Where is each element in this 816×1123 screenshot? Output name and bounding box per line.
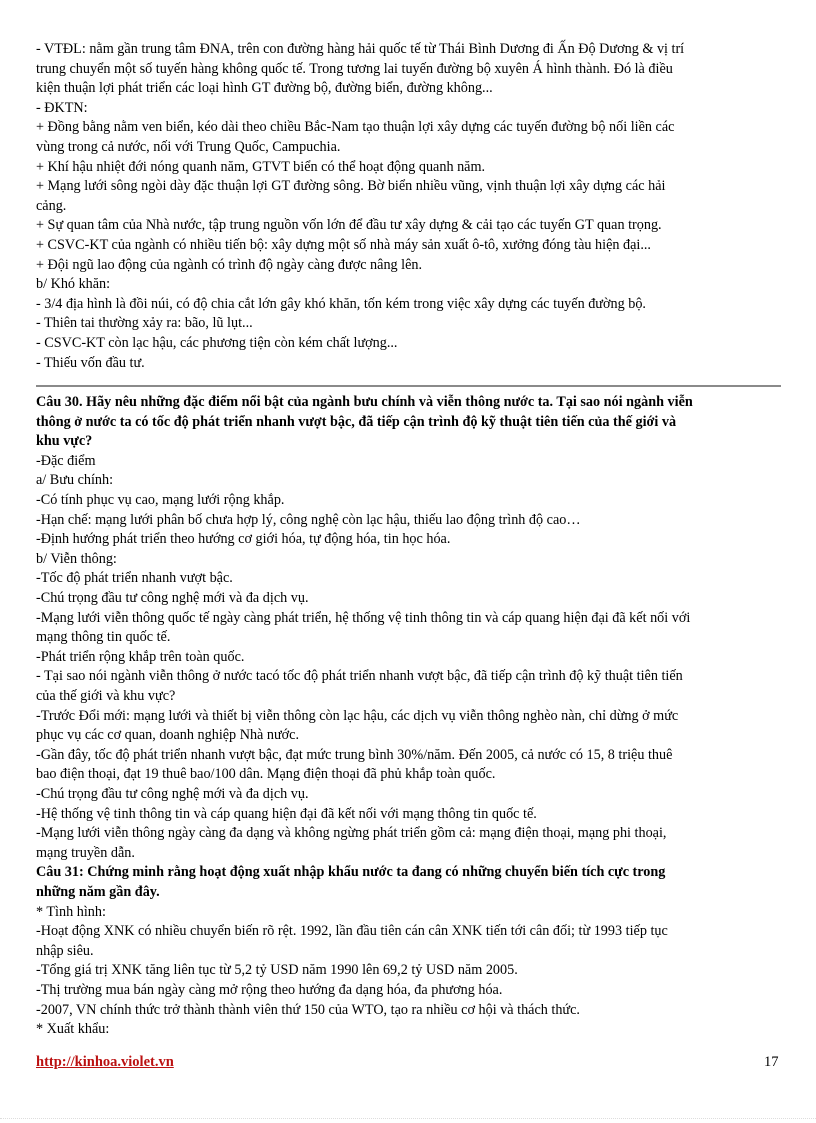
text-line: - Tại sao nói ngành viễn thông ở nước tacó tốc độ phát triển nhanh vượt bậc, đã tiếp cận trình độ kỹ thuật tiên tiến [36,668,683,685]
text-line: -Gần đây, tốc độ phát triển nhanh vượt bậc, đạt mức trung bình 30%/năm. Đến 2005, cả nước có 15, 8 triệu thuê [36,746,673,763]
text-line: - ĐKTN: [36,99,88,116]
page-bottom-border [0,1118,816,1119]
question-30 [36,393,781,452]
text-line: * Tình hình: [36,903,106,920]
question-heading-line: Câu 30. Hãy nêu những đặc điểm nổi bật của ngành bưu chính và viễn thông nước ta. Tại sao nói ngành viễn [36,394,693,411]
text-line: - VTĐL: nằm gần trung tâm ĐNA, trên con đường hàng hải quốc tế từ Thái Bình Dương đi Ấn Độ Dương & vị trí [36,41,685,57]
text-line: b/ Khó khăn: [36,276,111,293]
text-line: mạng thông tin quốc tế. [36,629,171,646]
text-line: -2007, VN chính thức trở thành thành viên thứ 150 của WTO, tạo ra nhiều cơ hội và thách thức. [36,1001,580,1018]
text-line: a/ Bưu chính: [36,472,114,489]
text-line: -Trước Đổi mới: mạng lưới và thiết bị viễn thông còn lạc hậu, các dịch vụ viễn thông nghèo nàn, chỉ dừng ở mức [36,707,679,724]
text-line: - 3/4 địa hình là đồi núi, có độ chia cắt lớn gây khó khăn, tốn kém trong việc xây dựng các tuyến đường bộ. [36,295,646,312]
text-line: - Thiên tai thường xảy ra: bão, lũ lụt... [36,315,253,332]
question-31 [36,863,781,902]
question-heading-line: những năm gần đây. [36,883,160,900]
section-divider [36,385,781,387]
text-line: -Mạng lưới viễn thông ngày càng đa dạng và không ngừng phát triển gồm cả: mạng điện thoại, mạng phi thoại, [36,825,667,842]
text-line: -Thị trường mua bán ngày càng mở rộng theo hướng đa dạng hóa, đa phương hóa. [36,981,503,998]
answer-31 [36,903,781,1040]
text-line: kiện thuận lợi phát triển các loại hình GT đường bộ, đường biển, đường không... [36,80,493,97]
question-heading-line: thông ở nước ta có tốc độ phát triển nhanh vượt bậc, đã tiếp cận trình độ kỹ thuật tiên tiến của thế giới và [36,413,677,430]
question-heading-line: khu vực? [36,433,93,450]
text-line: * Xuất khẩu: [36,1021,110,1038]
text-line: -Chú trọng đầu tư công nghệ mới và đa dịch vụ. [36,590,309,607]
text-line: + Đội ngũ lao động của ngành có trình độ ngày càng được nâng lên. [36,256,423,273]
section-transport-conditions [36,40,781,373]
text-line: + Khí hậu nhiệt đới nóng quanh năm, GTVT biển có thể hoạt động quanh năm. [36,158,486,175]
text-line: nhập siêu. [36,942,94,959]
text-line: -Định hướng phát triển theo hướng cơ giới hóa, tự động hóa, tin học hóa. [36,531,451,548]
text-line: -Phát triển rộng khắp trên toàn quốc. [36,648,245,665]
text-line: -Tốc độ phát triển nhanh vượt bậc. [36,570,233,587]
text-line: -Tổng giá trị XNK tăng liên tục từ 5,2 tỷ USD năm 1990 lên 69,2 tỷ USD năm 2005. [36,962,518,979]
text-line: bao điện thoại, đạt 19 thuê bao/100 dân. Mạng điện thoại đã phủ khắp toàn quốc. [36,766,496,783]
answer-30 [36,452,781,863]
text-line: - CSVC-KT còn lạc hậu, các phương tiện còn kém chất lượng... [36,334,398,351]
text-line: - Thiếu vốn đầu tư. [36,354,145,371]
footer-website-link[interactable]: http://kinhoa.violet.vn [36,1054,174,1070]
text-line: -Hạn chế: mạng lưới phân bố chưa hợp lý, công nghệ còn lạc hậu, thiếu lao động trình độ cao… [36,511,581,528]
question-heading-line: Câu 31: Chứng minh rằng hoạt động xuất nhập khẩu nước ta đang có những chuyển biến tích cực trong [36,864,666,881]
text-line: + Đồng bằng nằm ven biển, kéo dài theo chiều Bắc-Nam tạo thuận lợi xây dựng các tuyến đường bộ nối liền các [36,119,675,136]
text-line: cảng. [36,197,67,214]
text-line: -Hệ thống vệ tinh thông tin và cáp quang hiện đại đã kết nối với mạng thông tin quốc tế. [36,805,537,822]
page-number: 17 [764,1054,779,1070]
text-line: -Đặc điểm [36,452,96,469]
text-line: -Chú trọng đầu tư công nghệ mới và đa dịch vụ. [36,785,309,802]
text-line: + Sự quan tâm của Nhà nước, tập trung nguồn vốn lớn để đầu tư xây dựng & cải tạo các tuyến GT quan trọng. [36,217,662,234]
text-line: vùng trong cả nước, nối với Trung Quốc, Campuchia. [36,138,341,155]
text-line: mạng truyền dẫn. [36,844,135,861]
text-line: b/ Viễn thông: [36,550,117,567]
text-line: + CSVC-KT của ngành có nhiều tiến bộ: xây dựng một số nhà máy sản xuất ô-tô, xưởng đóng tàu hiện đại... [36,236,651,253]
text-line: -Có tính phục vụ cao, mạng lưới rộng khắp. [36,492,285,509]
text-line: trung chuyển một số tuyến hàng không quốc tế. Trong tương lai tuyến đường bộ xuyên Á hình thành. Đó là điều [36,60,673,77]
document-page [36,40,781,1040]
text-line: + Mạng lưới sông ngòi dày đặc thuận lợi GT đường sông. Bờ biển nhiều vũng, vịnh thuận lợi xây dựng các hải [36,178,666,195]
text-line: -Hoạt động XNK có nhiều chuyển biến rõ rệt. 1992, lần đầu tiên cán cân XNK tiến tới cân đối; từ 1993 tiếp tục [36,923,668,940]
text-line: phục vụ các cơ quan, doanh nghiệp Nhà nước. [36,727,300,744]
text-line: của thế giới và khu vực? [36,688,176,704]
text-line: -Mạng lưới viễn thông quốc tế ngày càng phát triển, hệ thống vệ tinh thông tin và cáp quang hiện đại đã kết nối với [36,609,691,626]
